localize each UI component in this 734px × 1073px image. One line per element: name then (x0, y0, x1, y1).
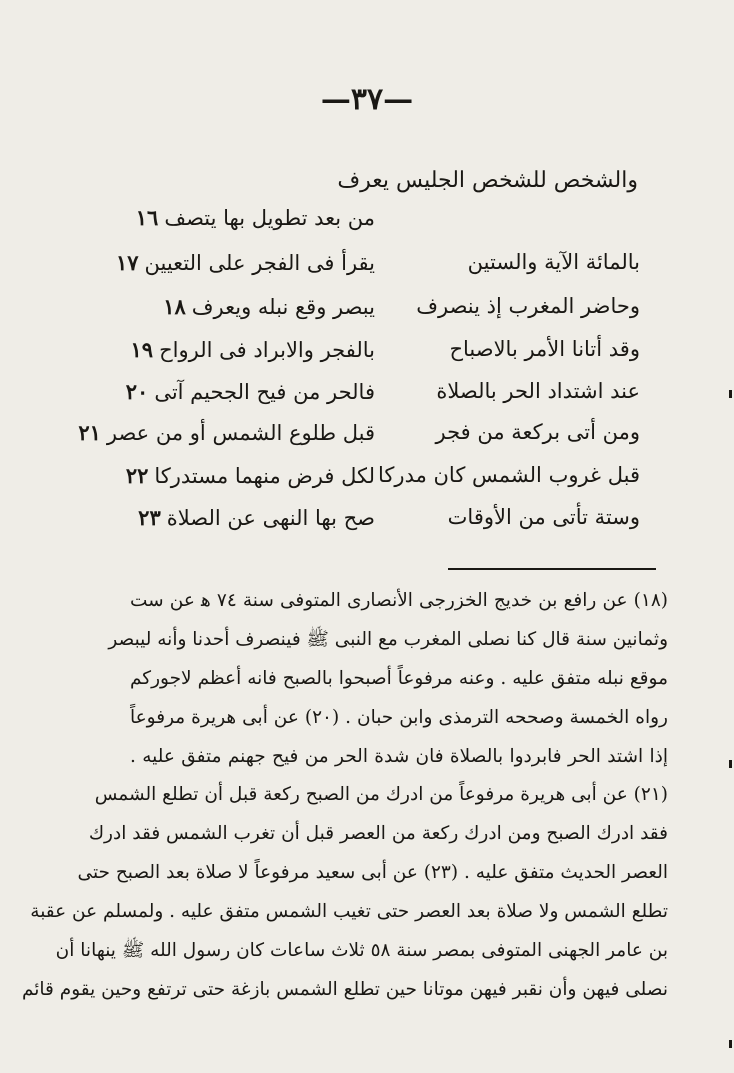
verse-second-hemistich-text: يبصر وقع نبله ويعرف (191, 295, 375, 319)
scan-edge-mark (729, 760, 732, 768)
verse-row (140, 294, 640, 334)
verse-row (78, 420, 640, 460)
poem-intro-line: والشخص للشخص الجليس يعرف (337, 168, 638, 193)
verse-row (125, 379, 640, 419)
verse-first-hemistich: قبل غروب الشمس كان مدركا (378, 463, 640, 487)
verse-first-hemistich: بالمائة الآية والستين (467, 250, 640, 274)
footnote-line: (١٨) عن رافع بن خديج الخزرجى الأنصارى المتوفى سنة ٧٤ ﻫ عن ست (130, 590, 668, 611)
verse-number: ١٩ (130, 337, 154, 362)
verse-first-hemistich: وقد أتانا الأمر بالاصباح (449, 337, 640, 361)
verse-number: ١٧ (115, 250, 139, 275)
verse-second-hemistich-text: من بعد تطويل بها يتصف (164, 206, 375, 230)
scan-edge-mark (729, 390, 732, 398)
verse-second-hemistich (131, 337, 375, 362)
verse-second-hemistich (138, 505, 375, 530)
footnotes-block (21, 582, 668, 1010)
footnote-line: وثمانين سنة قال كنا نصلى المغرب مع النبى ﷺ فينصرف أحدنا وأنه ليبصر (108, 628, 668, 650)
verse-first-hemistich: عند اشتداد الحر بالصلاة (436, 379, 640, 403)
verse-row (140, 505, 640, 545)
verse-row (115, 250, 640, 290)
footnote-line: رواه الخمسة وصححه الترمذى وابن حبان . (٢٠) عن أبى هريرة مرفوعاً (130, 706, 668, 728)
verse-row (135, 205, 640, 245)
verse-second-hemistich-text: صح بها النهى عن الصلاة (166, 506, 375, 530)
verse-number: ٢٢ (125, 463, 149, 488)
verse-row (125, 463, 640, 503)
verse-second-hemistich-text: لكل فرض منهما مستدركا (154, 464, 375, 488)
footnote-separator-rule (448, 568, 656, 570)
verse-second-hemistich (163, 294, 375, 319)
footnote-line: فقد ادرك الصبح ومن ادرك ركعة من العصر قبل أن تغرب الشمس فقد ادرك (88, 823, 668, 845)
verse-second-hemistich (136, 205, 375, 230)
verse-number: ٢١ (78, 420, 101, 445)
verse-number: ٢٠ (125, 379, 149, 404)
verse-second-hemistich-text: بالفجر والابراد فى الرواح (159, 338, 375, 362)
page-number: —٣٧— (320, 82, 414, 117)
verse-number: ١٦ (135, 205, 159, 230)
verse-first-hemistich: وحاضر المغرب إذ ينصرف (416, 294, 640, 318)
footnote-line: نصلى فيهن وأن نقبر فيهن موتانا حين تطلع الشمس بازغة حتى ترتفع وحين يقوم قائم (21, 978, 668, 1000)
footnote-line: تطلع الشمس ولا صلاة بعد العصر حتى تغيب الشمس متفق عليه . ولمسلم عن عقبة (30, 901, 668, 923)
verse-number: ١٨ (163, 294, 186, 319)
footnote-line: (٢١) عن أبى هريرة مرفوعاً من ادرك من الصبح ركعة قبل أن تطلع الشمس (94, 784, 668, 806)
verse-second-hemistich-text: فالحر من فيح الجحيم آتى (154, 380, 375, 404)
verse-second-hemistich-text: قبل طلوع الشمس أو من عصر (106, 421, 375, 445)
verse-first-hemistich: وستة تأتى من الأوقات (447, 505, 640, 529)
verse-row (130, 337, 640, 377)
scan-edge-mark (729, 1040, 732, 1048)
verse-second-hemistich-text: يقرأ فى الفجر على التعيين (144, 251, 375, 275)
verse-first-hemistich: ومن أتى بركعة من فجر (435, 420, 640, 444)
verse-second-hemistich (116, 250, 375, 275)
footnote-line: بن عامر الجهنى المتوفى بمصر سنة ٥٨ ثلاث ساعات كان رسول الله ﷺ ينهانا أن (55, 940, 668, 962)
footnote-line: إذا اشتد الحر فابردوا بالصلاة فان شدة الحر من فيح جهنم متفق عليه . (130, 745, 668, 767)
footnote-line: موقع نبله متفق عليه . وعنه مرفوعاً أصبحوا بالصبح فانه أعظم لاجوركم (130, 667, 668, 689)
verse-number: ٢٣ (138, 505, 161, 530)
verse-second-hemistich (126, 379, 375, 404)
verse-second-hemistich (78, 420, 375, 445)
footnote-line: العصر الحديث متفق عليه . (٢٣) عن أبى سعيد مرفوعاً لا صلاة بعد الصبح حتى (77, 862, 668, 884)
verse-second-hemistich (126, 463, 375, 488)
